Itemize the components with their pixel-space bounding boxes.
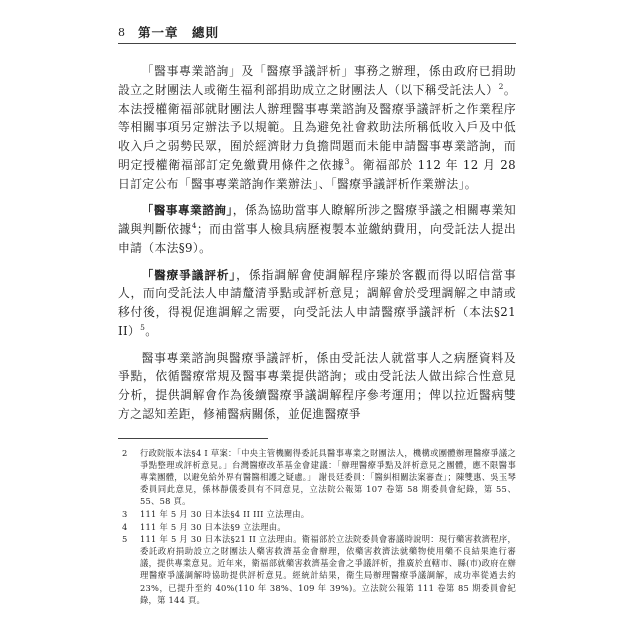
paragraph-4-text: 醫事專業諮詢與醫療爭議評析，係由受託法人就當事人之病歷資料及爭點，依循醫療常規及醫事專業提供諮詢；或由受託法人做出綜合性意見分析，提供調解會作為後續醫療爭議調解程序參考運用；俾以拉近醫病雙方之認知差距，修補醫病關係，並促進醫療爭 — [118, 350, 516, 421]
paragraph-1-text-b: 。本法授權衛福部就財團法人辦理醫事專業諮詢及醫療爭議評析之作業程序等相關事項另定辦法予以規範。且為避免社會救助法所稱低收入戶及中低收入戶之弱勢民眾，囿於經濟財力負擔問題而未能申請醫事專業諮詢，而明定授權衛福部訂定免繳費用條件之依據 — [118, 82, 516, 172]
footnote-number: 2 — [122, 448, 128, 458]
footnote-number: 3 — [122, 508, 128, 519]
paragraph-1-text-c: 。衛福部於 112 年 12 月 28 日訂定公布「醫事專業諮詢作業辦法」、「醫療爭議評析作業辦法」。 — [118, 157, 516, 191]
footnote — [118, 447, 516, 507]
footnote — [118, 521, 516, 533]
header-rule — [118, 43, 516, 44]
defined-term-consultation: 「醫事專業諮詢」 — [141, 203, 233, 218]
footnote — [118, 508, 516, 520]
footnote-number: 5 — [122, 534, 128, 545]
footnote-ref-2: 2 — [498, 81, 504, 91]
footnotes — [118, 447, 516, 606]
paragraph-3 — [118, 266, 516, 341]
page-number: 8 — [118, 26, 125, 39]
footnote-text: 行政院版本法§4 I 草案：「中央主管機關得委託具醫事專業之財團法人，機構或團體辦理醫療爭議之爭點整理或評析意見。」台灣醫療改革基金會建議：「辦理醫療爭點及評析意見之團體，應不限醫事專業團體，以避免給外界有醫醫相護之疑慮。」 謝長廷委員：「醫糾相關法案審查」；陳雙惠、吳玉琴委員同此意見，係林靜儀委員有不同意見，立法院公報第 107 卷第 58 期委員會紀錄，第 55、55、58 頁。 — [140, 448, 516, 507]
footnote-ref-3: 3 — [344, 156, 350, 166]
footnote-ref-5: 5 — [140, 322, 146, 332]
paragraph-2-text-a: ，係為協助當事人瞭解所涉之醫療爭議之相關專業知識與判斷依據 — [118, 203, 516, 236]
footnote-text: 111 年 5 月 30 日本法§4 II III 立法理由。 — [140, 508, 310, 519]
paragraph-1-text-a: 「醫事專業諮詢」及「醫療爭議評析」事務之辦理，係由政府已捐助設立之財團法人或衛生福利部捐助成立之財團法人（以下稱受託法人） — [118, 64, 516, 97]
footnote-number: 4 — [122, 521, 128, 532]
paragraph-3-text-a: ，係指調解會使調解程序臻於客觀而得以昭信當事人，而向受託法人申請釐清爭點或評析意見；調解會於受理調解之申請或移付後，得視促進調解之需要，向受託法人申請醫療爭議評析（本法§21 II） — [118, 267, 516, 338]
chapter-title: 第一章 總則 — [138, 25, 220, 40]
running-header — [118, 22, 516, 44]
footnote-rule — [118, 438, 268, 439]
paragraph-2 — [118, 201, 516, 257]
footnote-text: 111 年 5 月 30 日本法§21 II 立法理由。衛福部於立法院委員會審議時說明：現行藥害救濟程序，委託政府捐助設立之財團法人藥害救濟基金會辦理，依藥害救濟法就藥物使用藥不良結果進行審議，提供專業意見。近年來，衛福部就藥害救濟基金會之爭議評析，推廣於直轄市、縣(市)政府在辦理醫療爭議調解時協助提供評析意見。經統計結果，衛生局辦理醫療爭議調解，成功率從過去約 23%，已提升至約 40%(110 年 38%、109 年 39%)。立法院公報第 111 卷第 85 期委員會紀錄，第 144 頁。 — [140, 534, 516, 605]
footnote-text: 111 年 5 月 30 日本法§9 立法理由。 — [140, 521, 286, 532]
paragraph-3-text-b: 。 — [145, 323, 158, 338]
paragraph-4 — [118, 349, 516, 424]
paragraph-1 — [118, 62, 516, 193]
defined-term-evaluation: 「醫療爭議評析」 — [141, 267, 237, 282]
footnote — [118, 533, 516, 606]
paragraph-2-text-b: ；而由當事人檢具病歷複製本並繳納費用，向受託法人提出申請（本法§9）。 — [118, 222, 516, 255]
main-text — [118, 62, 516, 424]
footnote-ref-4: 4 — [191, 221, 197, 231]
